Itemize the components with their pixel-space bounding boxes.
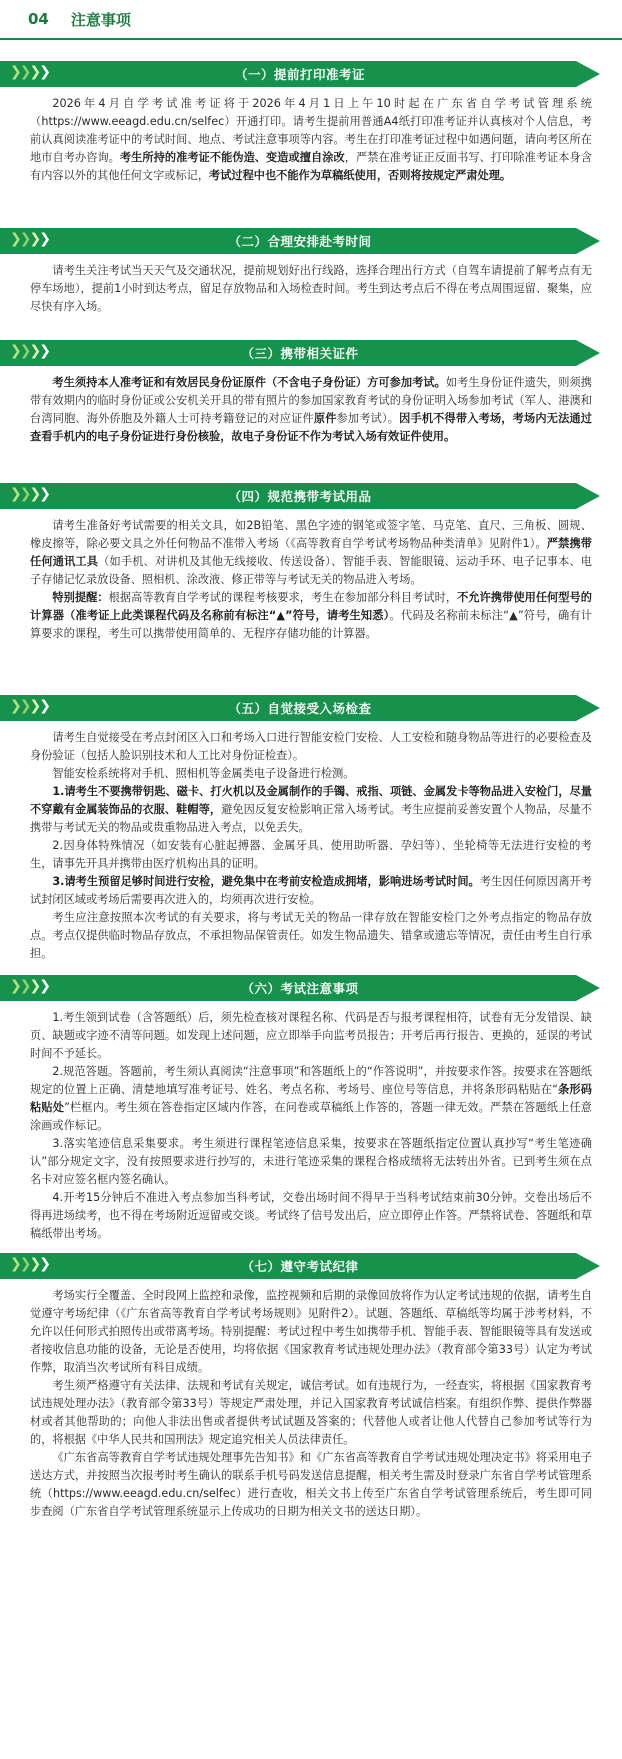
paragraph: [30, 1449, 592, 1521]
paragraph: [30, 873, 592, 909]
paragraph: [30, 1377, 592, 1449]
bold-text: 考试过程中也不能作为草稿纸使用，否则将按规定严肃处理。: [209, 169, 512, 182]
text: 。代码及名称前未标注“▲”符号，确有计算要求的课程，考生可以携带使用简单的、无程序存储功能的计算器。: [30, 609, 592, 640]
text: 考场实行全覆盖、全时段网上监控和录像，监控视频和后期的录像回放将作为认定考试违规的依据，请考生自觉遵守考场纪律（《广东省高等教育自学考试考场规则》见附件2）。试题、答题纸、草稿纸等均属于涉考材料，不允许以任何形式拍照传出或带离考场。特别提醒：考试过程中考生如携带手机、智能手表、智能眼镜等具有发送或者接收信息功能的设备，无论是否使用，均将依据《国家教育考试违规处理办法》（教育部令第33号）认定为考试作弊，取消当次考试所有科目成绩。: [30, 1289, 592, 1374]
section-6: [0, 975, 622, 1243]
chevron-right-icon: ❯: [39, 64, 49, 80]
section-title: （七）遵守考试纪律: [241, 1259, 359, 1274]
section-banner: [0, 61, 622, 87]
chevron-right-icon: ❯: [10, 231, 20, 247]
chevron-right-icon: ❯: [19, 343, 30, 359]
section-banner: [0, 340, 622, 366]
section-4: [0, 483, 622, 643]
chevron-right-icon: ❯: [10, 1256, 20, 1272]
chevron-right-icon: ❯: [39, 231, 49, 247]
text: 3.落实笔迹信息采集要求。考生须进行课程笔迹信息采集，按要求在答题纸指定位置认真抄写“考生笔迹确认”部分规定文字，没有按照要求进行抄写的，未进行笔迹采集的课程合格成绩将无法转出外省。已到考生须在点名卡对应签名框内签名确认。: [30, 1137, 592, 1186]
chevron-right-icon: ❯: [19, 486, 30, 502]
text: 2.因身体特殊情况（如安装有心脏起搏器、金属牙具、使用助听器、孕妇等）、坐轮椅等无法进行安检的考生，请事先开具并携带由医疗机构出具的证明。: [30, 839, 592, 870]
text: 如考生身份证件遗失，则须携带有效期内的临时身份证或公安机关开具的带有照片的参加国家教育考试的身份证明入场参加考试（军人、港澳和台湾同胞、海外侨胞及外籍人士可持考籍登记的对应证件: [30, 376, 592, 425]
chevron-right-icon: ❯: [19, 1256, 30, 1272]
section-title: （六）考试注意事项: [241, 981, 359, 996]
text: 4.开考15分钟后不准进入考点参加当科考试，交卷出场时间不得早于当科考试结束前30分钟。交卷出场后不得再进场续考，也不得在考场附近逗留或交谈。考试终了信号发出后，应立即停止作答。严禁将试卷、答题纸和草稿纸带出考场。: [30, 1191, 592, 1240]
section-title: （二）合理安排赴考时间: [228, 234, 372, 249]
section-body: [0, 95, 622, 185]
paragraph: [30, 95, 592, 185]
bold-text: 特别提醒：: [52, 591, 109, 604]
bold-text: 3.请考生预留足够时间进行安检，避免集中在考前安检造成拥堵，影响进场考试时间。: [52, 875, 480, 888]
section-body: [0, 374, 622, 446]
paragraph: [30, 517, 592, 589]
section-banner: [0, 483, 622, 509]
text: 《广东省高等教育自学考试违规处理事先告知书》和《广东省高等教育自学考试违规处理决定书》将采用电子送达方式，并按照当次报考时考生确认的联系手机号码发送信息提醒，相关考生需及时登录广东省自学考试管理系统（https://www.eeagd.edu.cn/selfec）进行查收，相关文书上传至广东省自学考试管理系统后，考生即可同步查阅（广东省自学考试管理系统显示上传成功的日期为相关文书的送达日期）。: [30, 1451, 592, 1518]
section-body: [0, 517, 622, 643]
section-body: [0, 729, 622, 963]
chevron-right-icon: ❯: [39, 486, 49, 502]
chevron-right-icon: ❯: [10, 486, 20, 502]
text: 考生因任何原因离开考试封闭区域或考场后需要再次进入的，均须再次进行安检。: [30, 875, 592, 906]
text: 智能安检系统将对手机、照相机等金属类电子设备进行检测。: [52, 767, 355, 780]
bold-text: 考生所持的准考证不能伪造、变造或擅自涂改: [119, 151, 345, 164]
bold-text: 原件: [313, 412, 337, 425]
section-body: [0, 1009, 622, 1243]
chevron-right-icon: ❯: [10, 698, 20, 714]
section-body: [0, 262, 622, 316]
chevron-right-icon: ❯: [10, 64, 20, 80]
chevron-right-icon: ❯: [29, 978, 40, 994]
bold-text: 条形码粘贴处: [30, 1083, 592, 1114]
paragraph: [30, 1009, 592, 1063]
bold-text: 考生须持本人准考证和有效居民身份证原件（不含电子身份证）方可参加考试。: [52, 376, 446, 389]
text: 避免因反复安检影响正常入场考试。考生应提前妥善安置个人物品，尽量不携带与考试无关的物品或贵重物品进入考点，以免丢失。: [30, 803, 592, 834]
section-banner: [0, 1253, 622, 1279]
chevron-right-icon: ❯: [29, 698, 40, 714]
section-7: [0, 1253, 622, 1521]
section-banner: [0, 228, 622, 254]
paragraph: [30, 1189, 592, 1243]
paragraph: [30, 374, 592, 446]
header-number: 04: [28, 10, 49, 28]
section-3: [0, 340, 622, 446]
paragraph: [30, 1135, 592, 1189]
text: 参加考试）。: [336, 412, 400, 425]
section-1: [0, 61, 622, 185]
paragraph: [30, 729, 592, 765]
text: ，严禁在准考证正反面书写、打印除准考证本身含有内容以外的其他任何文字或标记，: [30, 151, 592, 182]
section-5: [0, 695, 622, 963]
paragraph: [30, 1063, 592, 1135]
text: 考生须严格遵守有关法律、法规和考试有关规定，诚信考试。如有违规行为，一经查实，将根据《国家教育考试违规处理办法》（教育部令第33号）等规定严肃处理，并记入国家教育考试诚信档案。有组织作弊、提供作弊器材或者其他帮助的；向他人非法出售或者提供考试试题及答案的；代替他人或者让他人代替自己参加考试等行为的，将根据《中华人民共和国刑法》规定追究相关人员法律责任。: [30, 1379, 592, 1446]
chevron-right-icon: ❯: [19, 231, 30, 247]
chevron-right-icon: ❯: [29, 343, 40, 359]
bold-text: 不允许携带使用任何型号的计算器（准考证上此类课程代码及名称前有标注“▲”符号，请考生知悉）: [30, 591, 592, 622]
section-title: （一）提前打印准考证: [234, 67, 365, 82]
chevron-right-icon: ❯: [39, 978, 49, 994]
section-2: [0, 228, 622, 316]
chevron-right-icon: ❯: [10, 978, 20, 994]
text: ”栏框内。考生须在答卷指定区域内作答，在问卷或草稿纸上作答的，答题一律无效。严禁在答题纸上任意涂画或作标记。: [30, 1101, 592, 1132]
chevron-right-icon: ❯: [29, 1256, 40, 1272]
text: 2026年4月自学考试准考证将于2026年4月1日上午10时起在广东省自学考试管理系统（https://www.eeagd.edu.cn/selfec）开通打印。请考生提前用普通A4纸打印准考证并认真核对个人信息，考前认真阅读准考证中的考试时间、地点、考试注意事项等内容。考生在打印准考证过程中如遇问题，请向考区所在地市自考办咨询。: [30, 97, 592, 164]
bold-text: 因手机不得带入考场，考场内无法通过查看手机内的电子身份证进行身份核验，故电子身份证不作为考试入场有效证件使用。: [30, 412, 592, 443]
text: （如手机、对讲机及其他无线接收、传送设备）、智能手表、智能眼镜、运动手环、电子记事本、电子存储记忆录放设备、照相机、涂改液、修正带等与考试无关的物品进入考场。: [30, 555, 592, 586]
paragraph: [30, 783, 592, 837]
header-title: 注意事项: [70, 10, 131, 29]
page-header: [0, 0, 622, 40]
section-banner: [0, 975, 622, 1001]
text: 请考生准备好考试需要的相关文具，如2B铅笔、黑色字迹的钢笔或签字笔、马克笔、直尺、三角板、圆规、橡皮擦等，除必要文具之外任何物品不准带入考场（《高等教育自学考试考场物品种类清单》见附件1）。: [30, 519, 592, 550]
chevron-right-icon: ❯: [39, 698, 49, 714]
chevron-right-icon: ❯: [19, 64, 30, 80]
text: 根据高等教育自学考试的课程考核要求，考生在参加部分科目考试时，: [108, 591, 458, 604]
chevron-right-icon: ❯: [19, 978, 30, 994]
paragraph: [30, 909, 592, 963]
bold-text: 严禁携带任何通讯工具: [30, 537, 592, 568]
paragraph: [30, 262, 592, 316]
chevron-right-icon: ❯: [29, 486, 40, 502]
text: 2.规范答题。答题前，考生须认真阅读“注意事项”和答题纸上的“作答说明”，并按要求作答。按要求在答题纸规定的位置上正确、清楚地填写准考证号、姓名、考点名称、考场号、座位号等信息，并将条形码粘贴在“: [30, 1065, 592, 1096]
chevron-right-icon: ❯: [10, 343, 20, 359]
text: 请考生自觉接受在考点封闭区入口和考场入口进行智能安检门安检、人工安检和随身物品等进行的必要检查及身份验证（包括人脸识别技术和人工比对身份证检查）。: [30, 731, 592, 762]
bold-text: 1.请考生不要携带钥匙、磁卡、打火机以及金属制作的手镯、戒指、项链、金属发卡等物品进入安检门，尽量不穿戴有金属装饰品的衣服、鞋帽等，: [30, 785, 592, 816]
text: 1.考生领到试卷（含答题纸）后，须先检查核对课程名称、代码是否与报考课程相符，试卷有无分发错误、缺页、缺题或字迹不清等问题。如发现上述问题，应立即举手向监考员报告；开考后再行报告、更换的，延误的考试时间不予延长。: [30, 1011, 592, 1060]
text: 考生应注意按照本次考试的有关要求，将与考试无关的物品一律存放在智能安检门之外考点指定的物品存放点。考点仅提供临时物品存放点，不承担物品保管责任。如发生物品遗失、错拿或遗忘等情况，责任由考生自行承担。: [30, 911, 592, 960]
section-title: （三）携带相关证件: [241, 346, 359, 361]
paragraph: [30, 837, 592, 873]
section-title: （五）自觉接受入场检查: [228, 701, 372, 716]
section-banner: [0, 695, 622, 721]
section-title: （四）规范携带考试用品: [228, 489, 372, 504]
paragraph: [30, 1287, 592, 1377]
section-body: [0, 1287, 622, 1521]
chevron-right-icon: ❯: [39, 343, 49, 359]
paragraph: [30, 589, 592, 643]
text: 请考生关注考试当天天气及交通状况，提前规划好出行线路，选择合理出行方式（自驾车请提前了解考点有无停车场地），提前1小时到达考点，留足存放物品和入场检查时间。考生到达考点后不得在考点周围逗留、聚集，应尽快有序入场。: [30, 264, 592, 313]
chevron-right-icon: ❯: [39, 1256, 49, 1272]
chevron-right-icon: ❯: [29, 64, 40, 80]
paragraph: [30, 765, 592, 783]
chevron-right-icon: ❯: [29, 231, 40, 247]
chevron-right-icon: ❯: [19, 698, 30, 714]
